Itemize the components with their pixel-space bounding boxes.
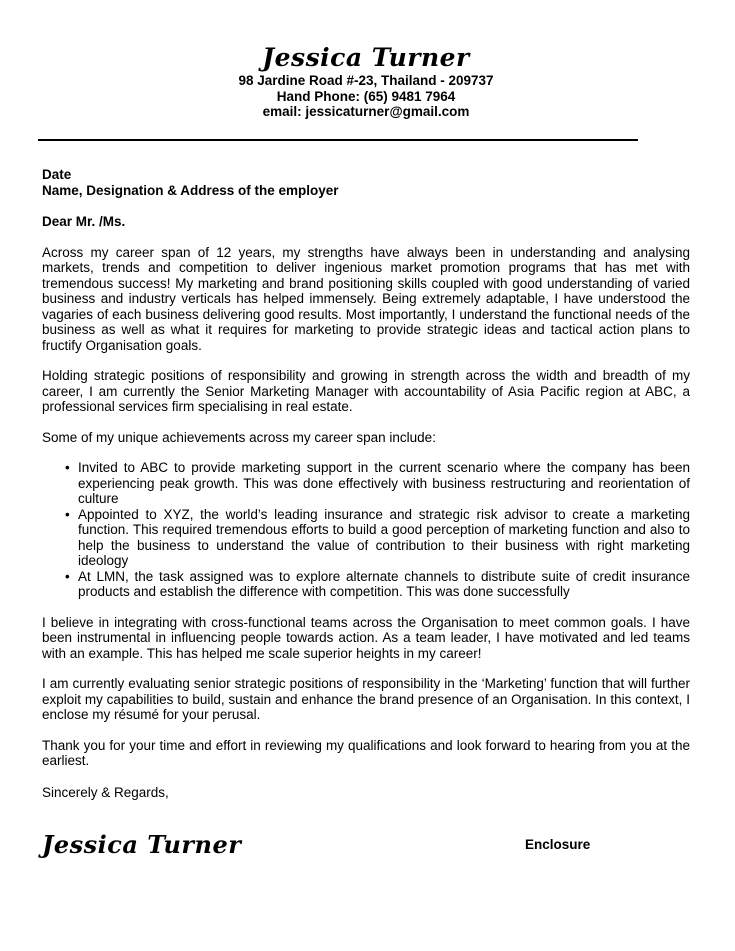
letter-meta bbox=[42, 167, 690, 199]
achievements-list bbox=[42, 460, 690, 600]
list-item: • Appointed to XYZ, the world’s leading insurance and strategic risk advisor to create a marketing function. This required tremendous efforts to build a good perception of marketing function and also to help the business to understand the value of contribution to their business with right marketing ideology bbox=[67, 507, 690, 569]
letterhead-name: Jessica Turner bbox=[262, 43, 470, 72]
date-placeholder: Date bbox=[42, 166, 72, 182]
letterhead bbox=[42, 44, 690, 120]
paragraph-current-role: Holding strategic positions of responsibility and growing in strength across the width and breadth of my career, I am currently the Senior Marketing Manager with accountability of Asia Pacific region at ABC, a professional services firm specialising in real estate. bbox=[42, 368, 690, 414]
list-item: • Invited to ABC to provide marketing support in the current scenario where the company has been experiencing peak growth. This was done effectively with business restructuring and reorientation of culture bbox=[67, 460, 690, 507]
signature-name: Jessica Turner bbox=[42, 830, 242, 859]
signoff: Sincerely & Regards, bbox=[42, 784, 169, 800]
recipient-placeholder: Name, Designation & Address of the employer bbox=[42, 182, 339, 198]
enclosure-label: Enclosure bbox=[525, 837, 591, 852]
letterhead-email: email: jessicaturner@gmail.com bbox=[262, 104, 470, 119]
paragraph-thanks: Thank you for your time and effort in reviewing my qualifications and look forward to hearing from you at the earliest. bbox=[42, 737, 690, 768]
paragraph-evaluating: I am currently evaluating senior strategic positions of responsibility in the ‘Marketing’ function that will further exploit my capabilities to build, sustain and enhance the brand presence of an Organisation. In this context, I enclose my résumé for your perusal. bbox=[42, 676, 690, 722]
list-item: • At LMN, the task assigned was to explore alternate channels to distribute suite of credit insurance products and establish the difference with competition. This was done successfully bbox=[67, 569, 690, 600]
header-divider bbox=[38, 139, 638, 141]
letterhead-phone: Hand Phone: (65) 9481 7964 bbox=[276, 88, 456, 104]
achievements-intro: Some of my unique achievements across my career span include: bbox=[42, 429, 436, 445]
paragraph-teamwork: I believe in integrating with cross-functional teams across the Organisation to meet common goals. I have been instrumental in influencing people towards action. As a team leader, I have motivated and led teams with an example. This has helped me scale superior heights in my career! bbox=[42, 614, 690, 661]
salutation: Dear Mr. /Ms. bbox=[42, 213, 126, 229]
letterhead-address: 98 Jardine Road #-23, Thailand - 209737 bbox=[238, 73, 494, 88]
signature-row bbox=[42, 831, 690, 871]
paragraph-strengths: Across my career span of 12 years, my strengths have always been in understanding and analysing markets, trends and competition to deliver ingenious market promotion programs that has met with tremendous success! My marketing and brand positioning skills coupled with good understanding of varied business and industry verticals has helped immensely. Being extremely adaptable, I have understood the vagaries of each business delivering good results. Most importantly, I understand the functional needs of the business as well as what it requires for marketing to provide strategic ideas and tactical action plans to fructify Organisation goals. bbox=[42, 244, 690, 353]
